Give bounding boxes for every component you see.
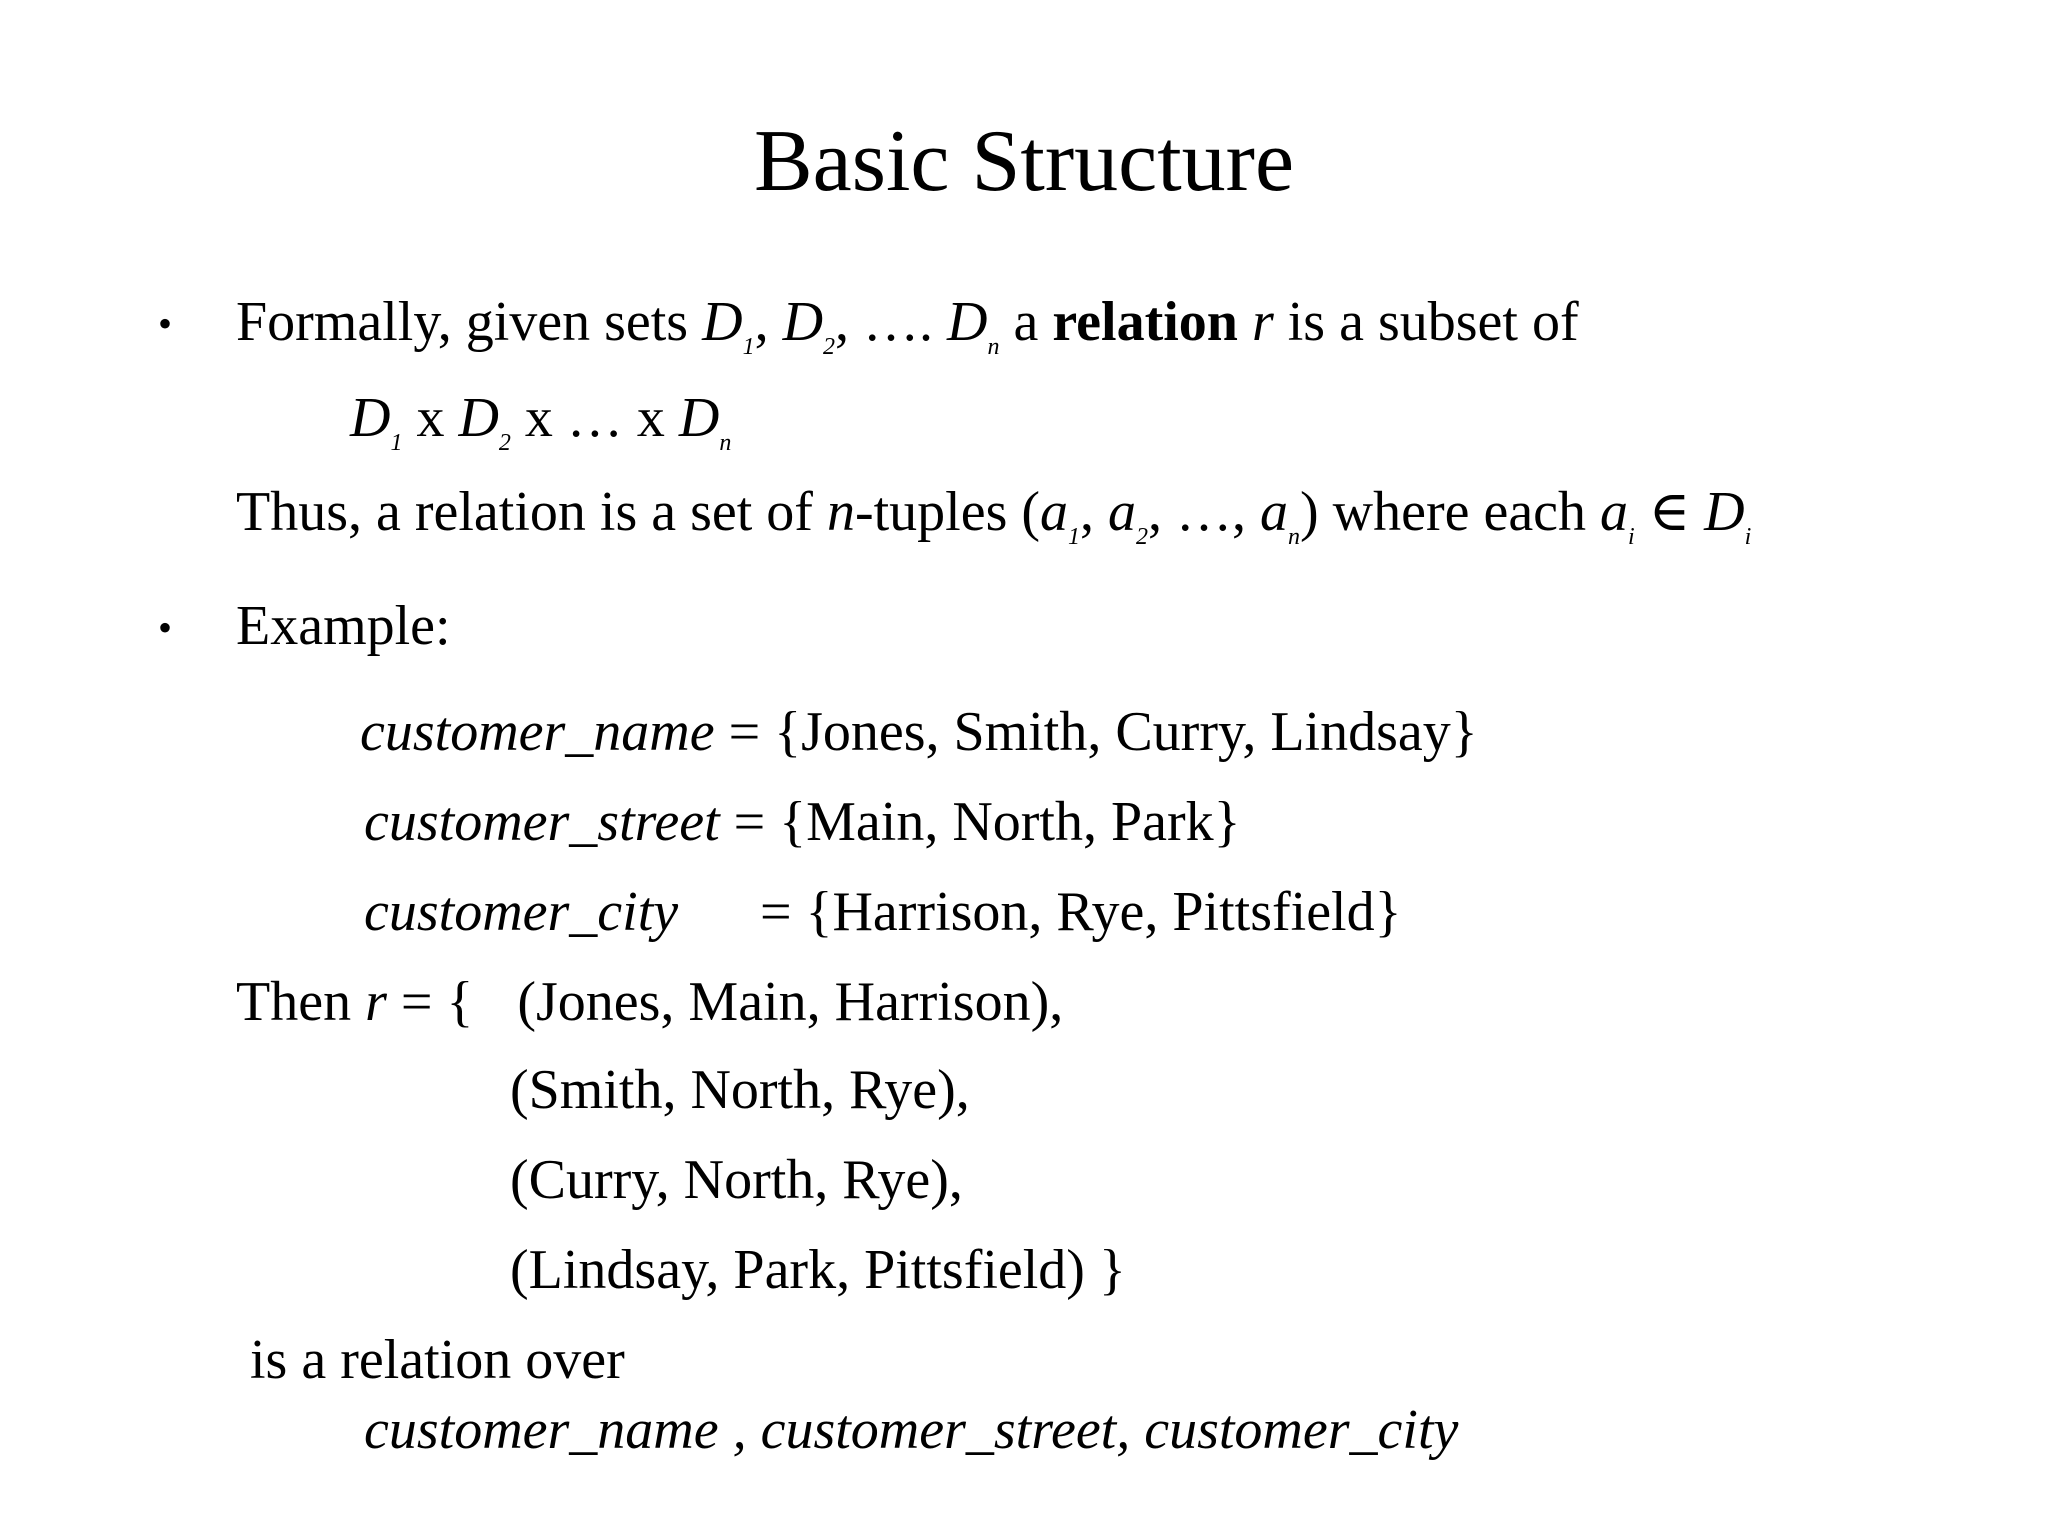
formal-definition-line: Formally, given sets $D_1$, $D_2$, …. $D_n$ a relation r is a subset of xyxy=(236,291,1579,360)
tuple-curry: (Curry, North, Rye), xyxy=(510,1149,963,1211)
relation-term: relation xyxy=(1052,291,1238,353)
domain-customer-city: customer_city = {Harrison, Rye, Pittsfield} xyxy=(364,881,1402,943)
example-label: Example: xyxy=(236,595,451,657)
cartesian-product-line: $D_1$ x $D_2$ x … x $D_n$ xyxy=(350,387,732,456)
slide-title: Basic Structure xyxy=(753,113,1295,210)
tuple-lindsay: (Lindsay, Park, Pittsfield) } xyxy=(510,1239,1126,1301)
relation-over-text: is a relation over xyxy=(250,1329,625,1391)
tuple-definition-line: Thus, a relation is a set of n-tuples ($a_1$, $a_2$, …, $a_n$) where each $a_i$ ∈ $D_i$ xyxy=(236,481,1752,550)
bullet-marker: • xyxy=(158,605,173,650)
bullet-marker: • xyxy=(158,301,173,346)
domain-customer-street: customer_street = {Main, North, Park} xyxy=(364,791,1241,853)
attribute-list: customer_name , customer_street, customer_city xyxy=(364,1399,1459,1461)
tuple-jones: (Jones, Main, Harrison), xyxy=(517,971,1064,1033)
relation-tuple-line: Then r = { (Jones, Main, Harrison), xyxy=(236,971,1064,1033)
domain-customer-name: customer_name = {Jones, Smith, Curry, Lindsay} xyxy=(360,701,1478,763)
tuple-smith: (Smith, North, Rye), xyxy=(510,1059,970,1121)
